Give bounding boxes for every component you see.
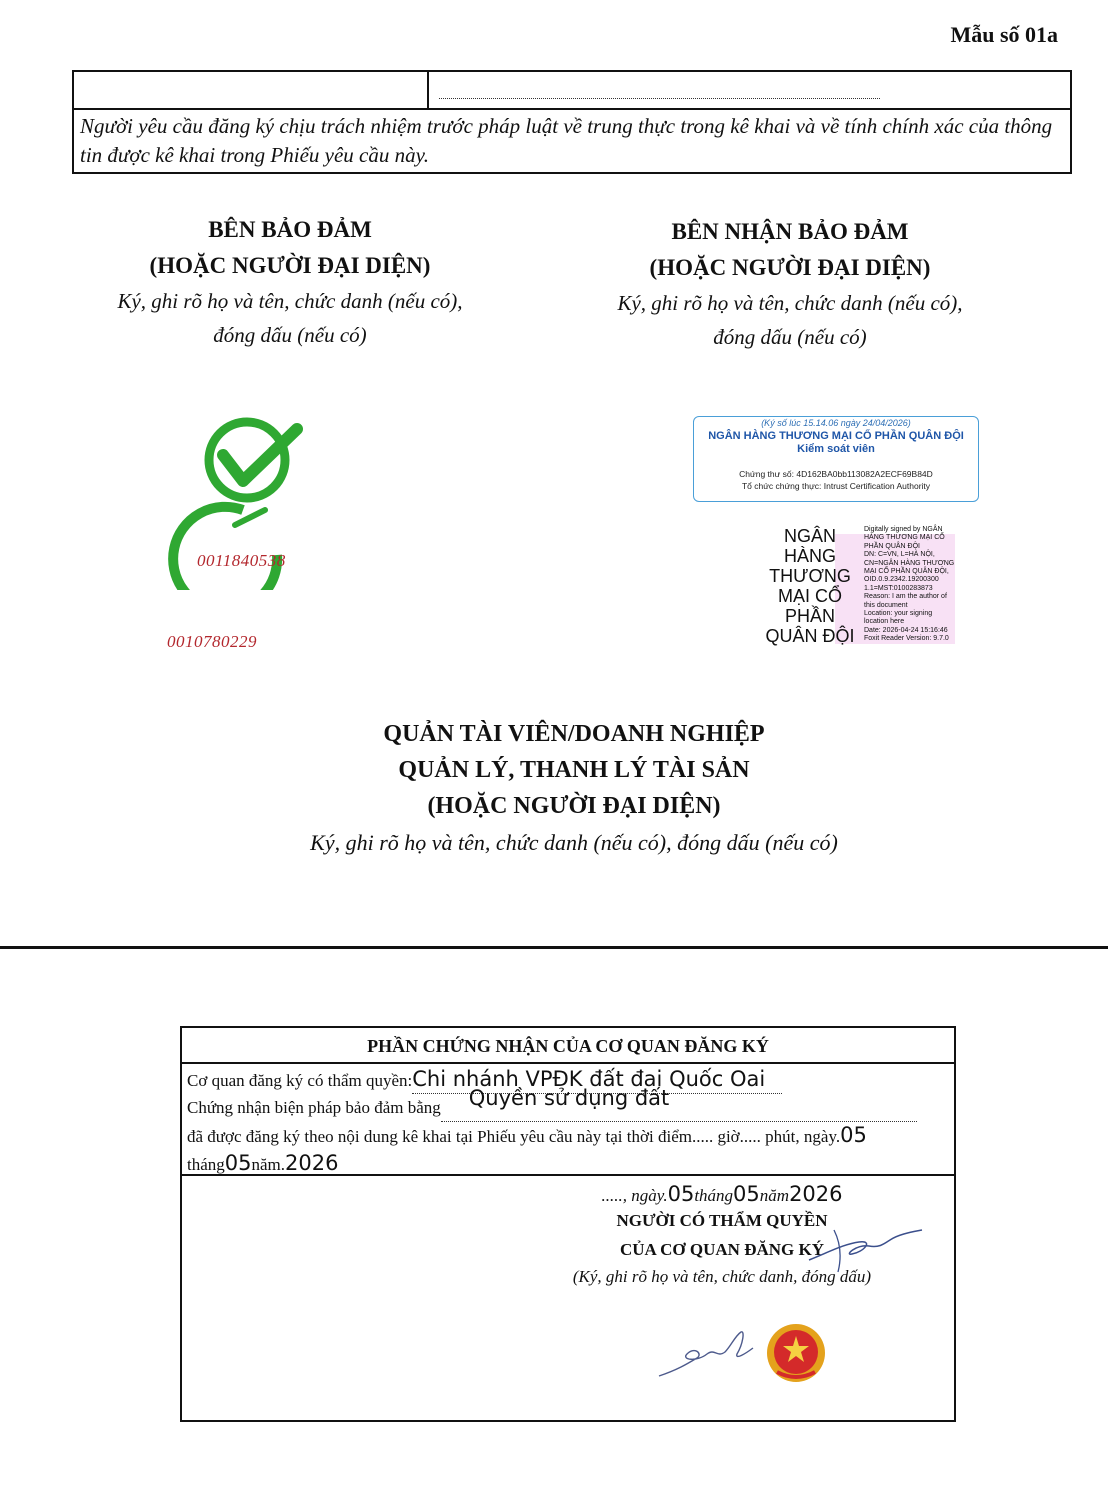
year-label: năm bbox=[251, 1155, 281, 1174]
month-label: tháng bbox=[187, 1155, 225, 1174]
signature-detail-line: CN=NGÂN HÀNG THƯƠNG bbox=[864, 559, 955, 567]
digital-signature-box bbox=[693, 416, 979, 502]
form-number: Mẫu số 01a bbox=[950, 22, 1058, 47]
digital-signature-details bbox=[864, 526, 974, 644]
signature-detail-line: DN: C=VN, L=HÀ NỘI, bbox=[864, 551, 935, 559]
signature-detail-line: OID.0.9.2342.19200300 bbox=[864, 576, 939, 584]
secured-party-signature-block bbox=[560, 214, 1020, 354]
secured-party-instruction-1: Ký, ghi rõ họ và tên, chức danh (nếu có), bbox=[617, 291, 963, 315]
signature-detail-line: location here bbox=[864, 618, 905, 626]
signature-certificate: Chứng thư số: 4D162BA0bb113082A2ECF69B84D bbox=[739, 469, 933, 479]
signature-timestamp: (Ký số lúc 15.14.06 ngày 24/04/2026) bbox=[761, 418, 911, 428]
certification-header: PHẦN CHỨNG NHẬN CỦA CƠ QUAN ĐĂNG KÝ bbox=[182, 1028, 954, 1064]
guarantor-subtitle: (HOẶC NGƯỜI ĐẠI DIỆN) bbox=[149, 253, 431, 278]
bank-name-line: QUÂN ĐỘI bbox=[765, 626, 855, 646]
registration-year: 2026 bbox=[285, 1151, 339, 1175]
signer-title-2: CỦA CƠ QUAN ĐĂNG KÝ bbox=[620, 1240, 824, 1259]
signature-detail-line: this document bbox=[864, 601, 908, 609]
date-month-label: tháng bbox=[694, 1186, 734, 1205]
signature-detail-line: HÀNG THƯƠNG MẠI CỔ bbox=[864, 534, 945, 542]
certification-box bbox=[180, 1026, 956, 1422]
top-info-box bbox=[72, 70, 1072, 174]
administrator-line-2: QUẢN LÝ, THANH LÝ TÀI SẢN bbox=[398, 757, 750, 783]
signature-detail-line: PHẦN QUÂN ĐỘI bbox=[864, 542, 921, 550]
administrator-instruction: Ký, ghi rõ họ và tên, chức danh (nếu có), đóng dấu (nếu có) bbox=[310, 830, 838, 855]
signing-date-line: ....., ngày.05tháng05năm2026 bbox=[601, 1182, 843, 1206]
page-divider bbox=[0, 946, 1108, 949]
guarantor-instruction-1: Ký, ghi rõ họ và tên, chức danh (nếu có), bbox=[117, 289, 463, 313]
responsibility-statement: Người yêu cầu đăng ký chịu trách nhiệm trước pháp luật về trung thực trong kê khai và về tính chính xác của thông tin được kê khai trong Phiếu yêu cầu này. bbox=[80, 114, 1053, 167]
registration-month-line: tháng05năm.2026 bbox=[187, 1151, 339, 1175]
date-prefix: ....., ngày bbox=[601, 1186, 664, 1205]
national-emblem-seal-icon bbox=[765, 1322, 827, 1384]
signature-bank-name: NGÂN HÀNG THƯƠNG MẠI CỔ PHẦN QUÂN ĐỘI bbox=[708, 430, 964, 442]
authority-label: Cơ quan đăng ký có thẩm quyền: bbox=[187, 1071, 413, 1090]
top-dotted-line bbox=[439, 98, 880, 99]
guarantor-signature-block bbox=[60, 212, 520, 352]
registered-text: đã được đăng ký theo nội dung kê khai tại Phiếu yêu cầu này tại thời điểm..... giờ..... phút, ngày. bbox=[187, 1127, 841, 1146]
administrator-line-1: QUẢN TÀI VIÊN/DOANH NGHIỆP bbox=[383, 721, 765, 747]
secured-party-instruction-2: đóng dấu (nếu có) bbox=[713, 325, 867, 349]
secured-party-title: BÊN NHẬN BẢO ĐẢM bbox=[671, 219, 909, 244]
signature-role: Kiểm soát viên bbox=[797, 443, 875, 455]
signature-detail-line: Foxit Reader Version: 9.7.0 bbox=[864, 635, 949, 643]
guarantor-title: BÊN BẢO ĐẢM bbox=[208, 217, 372, 242]
registered-line bbox=[187, 1122, 948, 1150]
signing-year: 2026 bbox=[789, 1182, 843, 1206]
administrator-signature-block bbox=[0, 716, 1108, 862]
bank-name-line: PHẦN bbox=[784, 606, 835, 626]
administrator-line-3: (HOẶC NGƯỜI ĐẠI DIỆN) bbox=[427, 793, 721, 819]
registration-month: 05 bbox=[224, 1151, 252, 1175]
certification-body bbox=[187, 1066, 948, 1178]
top-header-row bbox=[74, 72, 1070, 110]
bank-name-line: HÀNG bbox=[783, 546, 836, 566]
bank-name-line: MẠI CỔ bbox=[777, 586, 842, 606]
registration-day: 05 bbox=[840, 1123, 867, 1147]
signer-title-1: NGƯỜI CÓ THẨM QUYỀN bbox=[616, 1211, 828, 1230]
secured-party-subtitle: (HOẶC NGƯỜI ĐẠI DIỆN) bbox=[649, 255, 931, 280]
signature-detail-line: 1.1=MST:0100283873 bbox=[864, 584, 933, 592]
measure-value: Quyền sử dụng đất bbox=[468, 1086, 670, 1110]
guarantor-tax-code: 0010780229 bbox=[167, 632, 257, 651]
top-left-cell bbox=[74, 72, 429, 108]
official-signature-icon bbox=[804, 1222, 924, 1282]
bank-name-line: THƯƠNG bbox=[769, 566, 851, 586]
measure-value-field bbox=[441, 1086, 917, 1122]
authority-value: Chi nhánh VPĐK đất đai Quốc Oai bbox=[412, 1066, 782, 1094]
guarantor-instruction-2: đóng dấu (nếu có) bbox=[213, 323, 367, 347]
guarantor-seal-code: 0011840538 bbox=[197, 551, 286, 570]
certification-separator bbox=[182, 1174, 954, 1176]
signature-detail-line: Digitally signed by NGÂN bbox=[864, 526, 943, 533]
signature-authority: Tổ chức chứng thực: Intrust Certification Authority bbox=[741, 481, 931, 491]
signer-instruction: (Ký, ghi rõ họ và tên, chức danh, đóng dấu) bbox=[572, 1267, 872, 1286]
signature-detail-line: Date: 2026-04-24 15:16:46 bbox=[864, 626, 948, 634]
signature-detail-line: MẠI CỔ PHẦN QUÂN ĐỘI, bbox=[864, 568, 949, 576]
measure-label: Chứng nhận biện pháp bảo đảm bằng bbox=[187, 1098, 441, 1117]
signing-day: 05 bbox=[667, 1182, 695, 1206]
signature-detail-line: Reason: I am the author of bbox=[864, 593, 947, 601]
signature-detail-line: Location: your signing bbox=[864, 610, 933, 618]
signing-month: 05 bbox=[733, 1182, 760, 1206]
bank-name-line: NGÂN bbox=[783, 526, 836, 546]
measure-line bbox=[187, 1086, 948, 1122]
signing-bank-name bbox=[760, 526, 860, 646]
date-year-label: năm bbox=[759, 1186, 790, 1205]
handwritten-signature-icon bbox=[657, 1324, 767, 1384]
